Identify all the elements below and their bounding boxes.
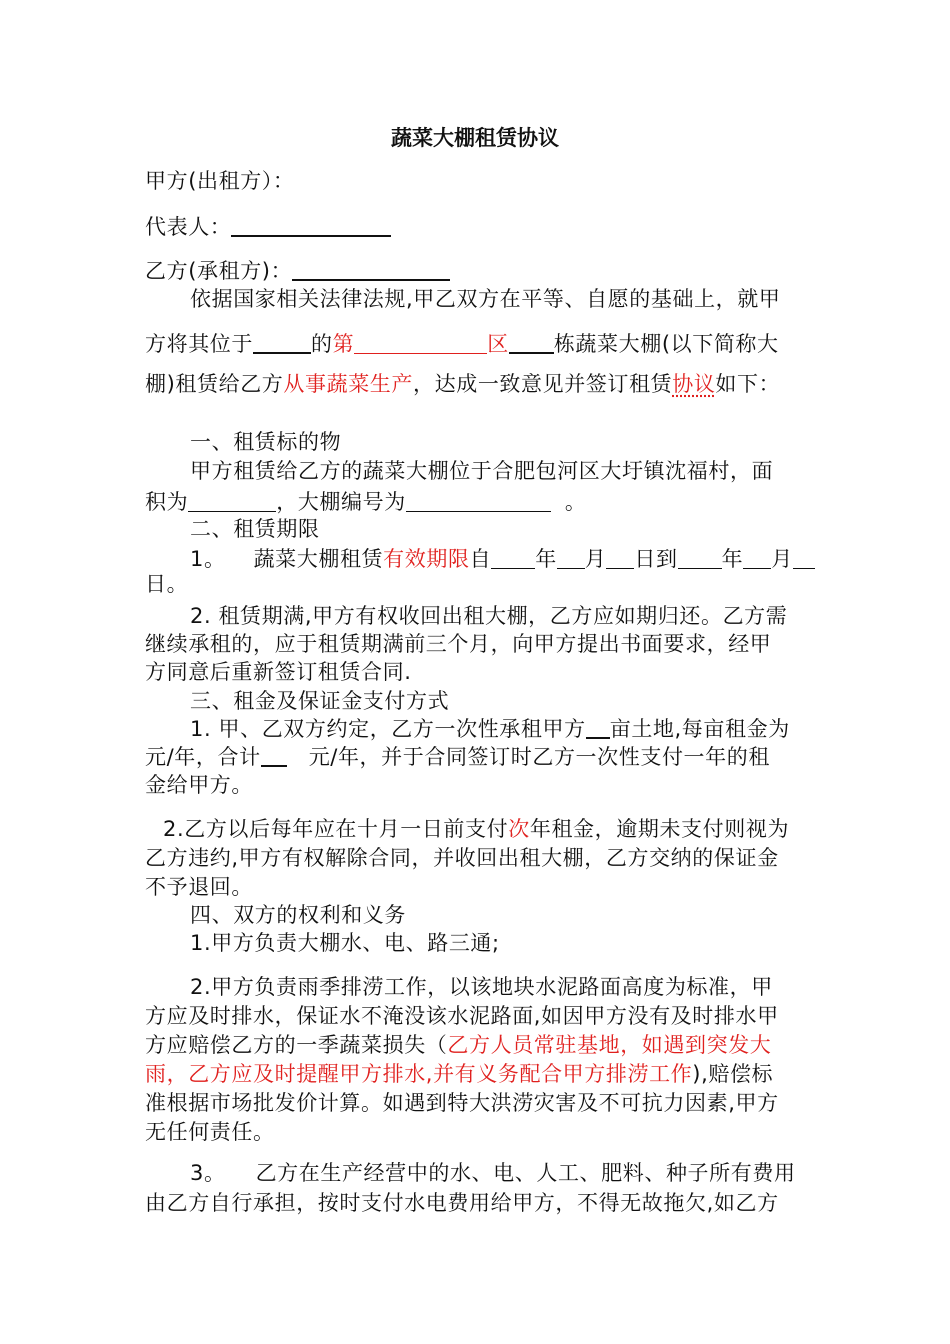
end-month-blank [743, 546, 771, 569]
section-3-item-1-line-3: 金给甲方。 [145, 773, 253, 797]
representative-blank [231, 213, 391, 237]
start-year-blank [491, 546, 535, 569]
section-4-item-1: 1.甲方负责大棚水、电、路三通; [190, 931, 500, 955]
section-3-item-1-line-2 [145, 743, 770, 771]
building-blank [509, 330, 554, 354]
s2-text: 1。 [190, 547, 226, 571]
representative-line [145, 213, 391, 241]
highlight-text: 从事蔬菜生产 [283, 372, 414, 396]
s2-text: 月 [771, 547, 793, 571]
section-4-item-2-line-3 [145, 1031, 771, 1059]
s1-text: 。 [564, 490, 587, 514]
section-2-item-2-line-3: 方同意后重新签订租赁合同. [145, 660, 412, 684]
end-day-blank [793, 546, 815, 569]
section-3-item-2-line-1 [163, 815, 789, 843]
section-1-line-2 [145, 488, 586, 516]
end-year-blank [678, 546, 722, 569]
intro-line-1: 依据国家相关法律法规,甲乙双方在平等、自愿的基础上，就甲 [190, 287, 781, 311]
highlight-text: 乙方人员常驻基地，如遇到突发大 [447, 1033, 772, 1057]
party-b-line [145, 257, 450, 285]
s3-text: 年租金，逾期未支付则视为 [529, 817, 790, 841]
representative-label: 代表人： [145, 215, 232, 239]
section-4-item-2-line-2: 方应及时排水，保证水不淹没该水泥路面,如因甲方没有及时排水甲 [145, 1004, 779, 1028]
intro-text: 方将其位于 [145, 332, 253, 356]
s2-text: 日到 [634, 547, 678, 571]
s1-text: 积为 [145, 490, 189, 514]
area-blank [188, 489, 276, 512]
location-blank [253, 330, 311, 354]
highlight-text: 雨，乙方应及时提醒甲方排水,并有义务配合甲方排涝工作 [145, 1062, 693, 1086]
start-day-blank [606, 546, 634, 569]
section-2-item-2-line-1: 2. 租赁期满,甲方有权收回出租大棚，乙方应如期归还。乙方需 [190, 604, 788, 628]
s3-text: 亩土地,每亩租金为 [609, 717, 790, 741]
section-4-item-2-line-1: 2.甲方负责雨季排涝工作，以该地块水泥路面高度为标准，甲 [190, 975, 773, 999]
section-1-heading: 一、租赁标的物 [190, 430, 342, 454]
party-b-label: 乙方(承租方)： [145, 259, 293, 283]
zone-prefix: 第 [332, 332, 355, 356]
intro-line-2 [145, 330, 779, 358]
s3-text: 2.乙方以后每年应在十月一日前支付 [163, 817, 509, 841]
party-a-line: 甲方(出租方）： [145, 169, 295, 193]
document-title: 蔬菜大棚租赁协议 [391, 126, 559, 150]
s2-text: 年 [535, 547, 557, 571]
start-month-blank [557, 546, 585, 569]
s1-text: ，大棚编号为 [276, 490, 406, 514]
section-1-line-1: 甲方租赁给乙方的蔬菜大棚位于合肥包河区大圩镇沈福村，面 [190, 459, 774, 483]
section-3-item-2-line-3: 不予退回。 [145, 875, 253, 899]
section-2-heading: 二、租赁期限 [190, 517, 320, 541]
s4-text: ),赔偿标 [692, 1062, 774, 1086]
intro-text: 的 [311, 332, 333, 356]
section-2-item-1-end: 日。 [145, 572, 189, 596]
section-4-item-2-line-6: 无任何责任。 [145, 1120, 275, 1144]
intro-line-3 [145, 370, 780, 398]
s2-text: 月 [584, 547, 607, 571]
section-4-item-3-line-2: 由乙方自行承担，按时支付水电费用给甲方，不得无故拖欠,如乙方 [145, 1191, 779, 1215]
total-blank [261, 743, 287, 767]
s2-text: 蔬菜大棚租赁 [253, 547, 384, 571]
section-3-item-1-line-1 [190, 715, 790, 743]
zone-suffix: 区 [487, 332, 509, 356]
section-3-item-2-line-2: 乙方违约,甲方有权解除合同，并收回出租大棚，乙方交纳的保证金 [145, 846, 779, 870]
section-2-item-2-line-2: 继续承租的，应于租赁期满前三个月，向甲方提出书面要求，经甲 [145, 632, 772, 656]
intro-text: ，达成一致意见并签订租赁 [413, 372, 673, 396]
s4-text: 3。 [190, 1161, 226, 1185]
section-4-item-2-line-4 [145, 1060, 773, 1088]
intro-text: 栋蔬菜大棚(以下简称大 [553, 332, 779, 356]
section-2-item-1 [190, 545, 815, 573]
highlight-text: 次 [508, 817, 530, 841]
section-4-item-2-line-5: 准根据市场批发价计算。如遇到特大洪涝灾害及不可抗力因素,甲方 [145, 1091, 779, 1115]
acre-blank [586, 715, 610, 739]
highlight-text: 有效期限 [383, 547, 470, 571]
s3-text: 1. 甲、乙双方约定，乙方一次性承租甲方 [190, 717, 586, 741]
section-4-heading: 四、双方的权利和义务 [190, 903, 406, 927]
zone-blank [354, 331, 487, 354]
s3-text: 元/年，合计 [145, 745, 261, 769]
s3-text: 元/年，并于合同签订时乙方一次性支付一年的租 [308, 745, 770, 769]
s4-text: 乙方在生产经营中的水、电、人工、肥料、种子所有费用 [255, 1161, 796, 1185]
highlight-text: 协议 [672, 372, 716, 396]
section-4-item-3-line-1 [190, 1159, 796, 1187]
s4-text: 方应赔偿乙方的一季蔬菜损失（ [145, 1033, 448, 1057]
greenhouse-number-blank [406, 489, 551, 512]
intro-text: 棚)租赁给乙方 [145, 372, 284, 396]
section-3-heading: 三、租金及保证金支付方式 [190, 689, 450, 713]
party-b-blank [292, 257, 450, 281]
intro-text: 如下： [715, 372, 781, 396]
s2-text: 自 [469, 547, 492, 571]
s2-text: 年 [721, 547, 744, 571]
